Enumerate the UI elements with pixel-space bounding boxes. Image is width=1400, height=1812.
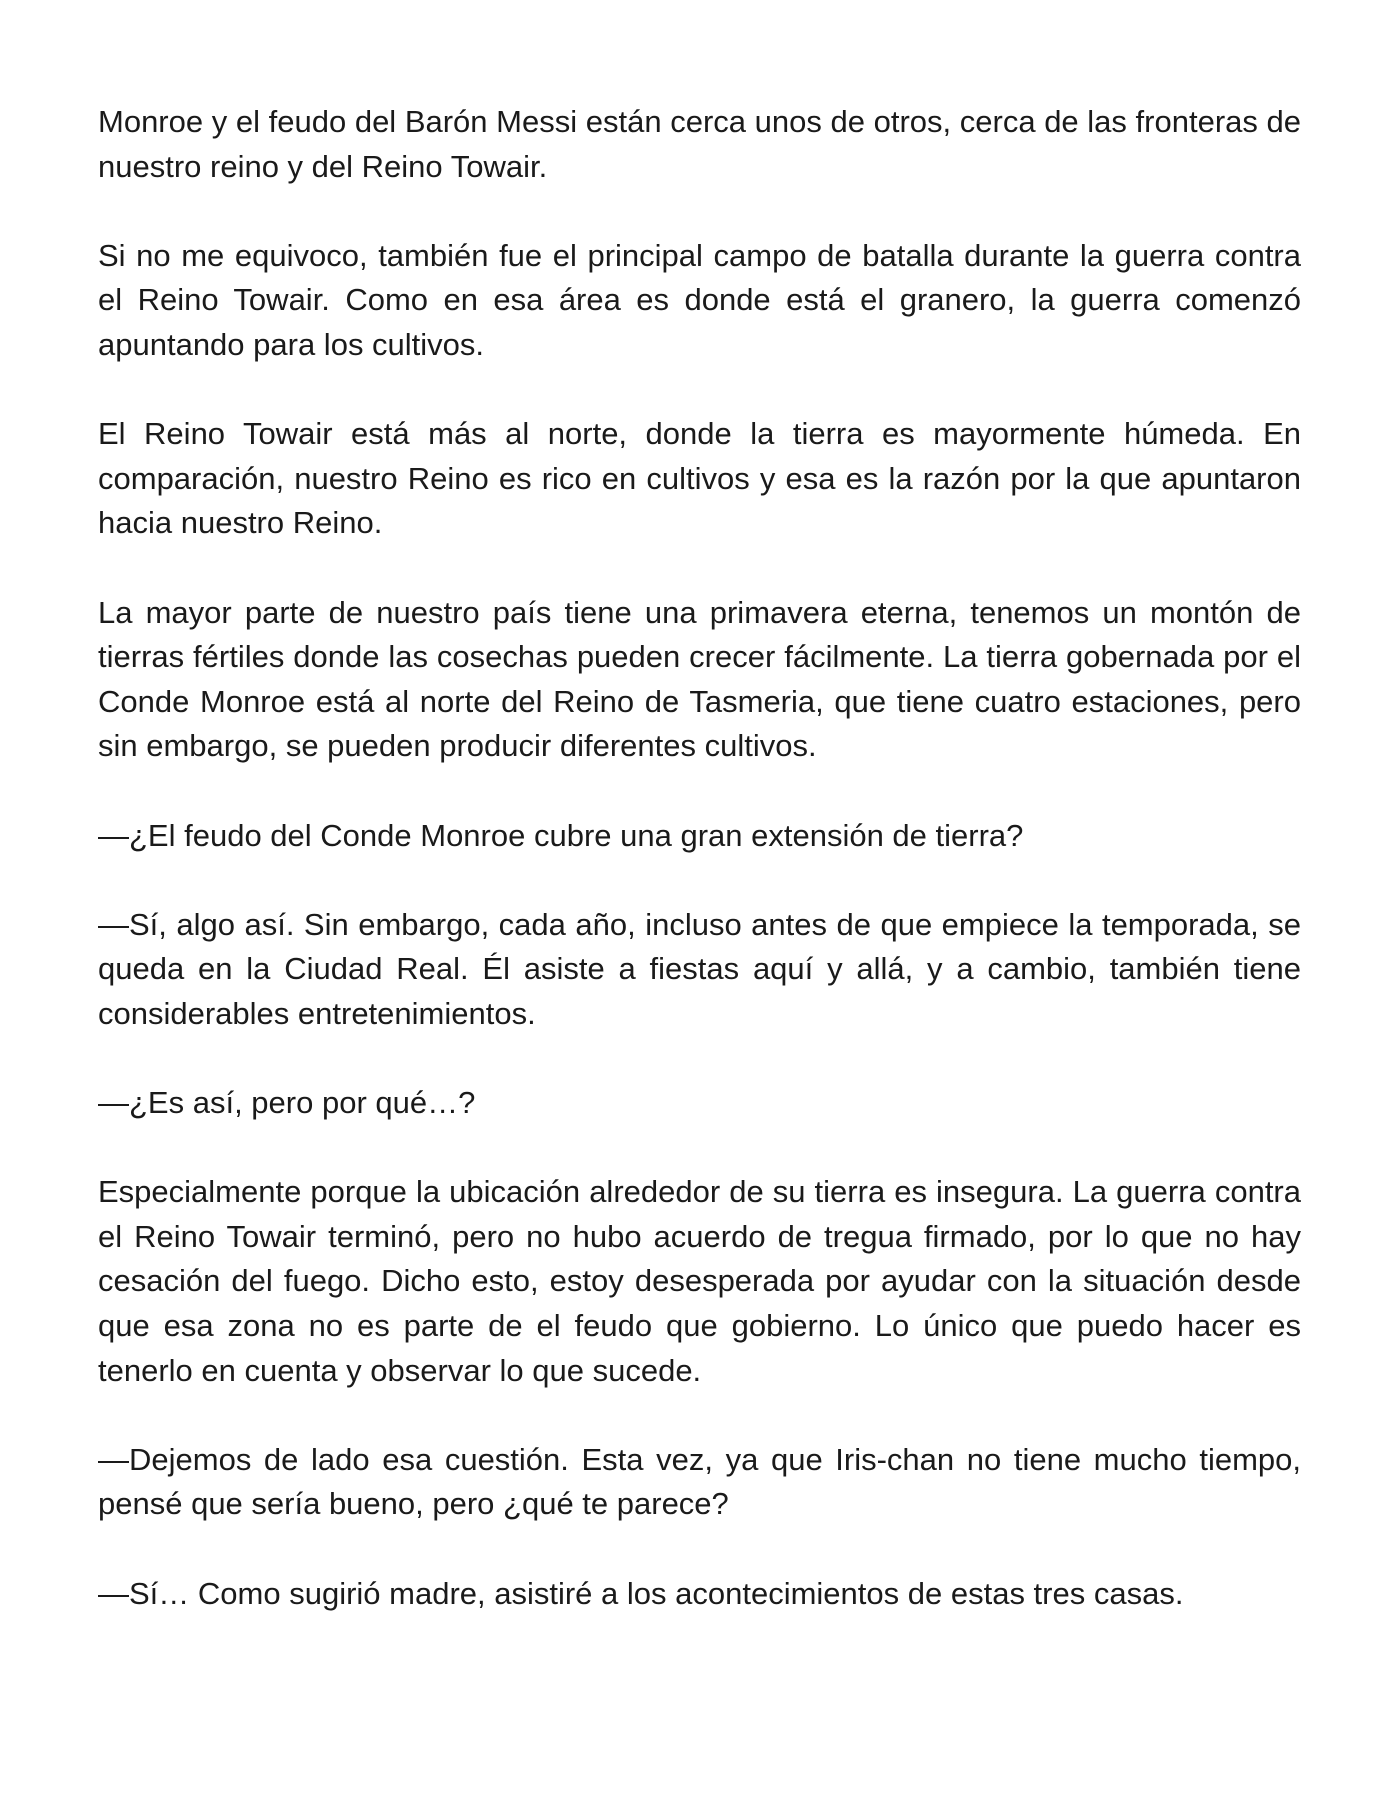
document-page <box>98 100 1301 1616</box>
paragraph-4: La mayor parte de nuestro país tiene una primavera eterna, tenemos un montón de tierras fértiles donde las cosechas pueden crecer fácilmente. La tierra gobernada por el Conde Monroe está al norte del Reino de Tasmeria, que tiene cuatro estaciones, pero sin embargo, se pueden producir diferentes cultivos. <box>98 594 1301 764</box>
paragraph-1: Monroe y el feudo del Barón Messi están cerca unos de otros, cerca de las fronteras de nuestro reino y del Reino Towair. <box>98 104 1301 184</box>
dialogue-line-2: —Sí, algo así. Sin embargo, cada año, incluso antes de que empiece la temporada, se queda en la Ciudad Real. Él asiste a fiestas aquí y allá, y a cambio, también tiene considerables entretenimientos. <box>98 906 1301 1031</box>
dialogue-line-3: —¿Es así, pero por qué…? <box>98 1085 476 1121</box>
dialogue-line-5: —Sí… Como sugirió madre, asistiré a los acontecimientos de estas tres casas. <box>98 1575 1184 1611</box>
dialogue-line-4: —Dejemos de lado esa cuestión. Esta vez, ya que Iris-chan no tiene mucho tiempo, pensé que sería bueno, pero ¿qué te parece? <box>98 1441 1301 1522</box>
paragraph-3: El Reino Towair está más al norte, donde la tierra es mayormente húmeda. En comparación, nuestro Reino es rico en cultivos y esa es la razón por la que apuntaron hacia nuestro Reino. <box>98 416 1301 541</box>
paragraph-2: Si no me equivoco, también fue el principal campo de batalla durante la guerra contra el Reino Towair. Como en esa área es donde está el granero, la guerra comenzó apuntando para los cultivos. <box>98 237 1301 362</box>
dialogue-line-1: —¿El feudo del Conde Monroe cubre una gran extensión de tierra? <box>98 817 1024 853</box>
paragraph-5: Especialmente porque la ubicación alrededor de su tierra es insegura. La guerra contra el Reino Towair terminó, pero no hubo acuerdo de tregua firmado, por lo que no hay cesación del fuego. Dicho esto, estoy desesperada por ayudar con la situación desde que esa zona no es parte de el feudo que gobierno. Lo único que puedo hacer es tenerlo en cuenta y observar lo que sucede. <box>98 1174 1301 1388</box>
